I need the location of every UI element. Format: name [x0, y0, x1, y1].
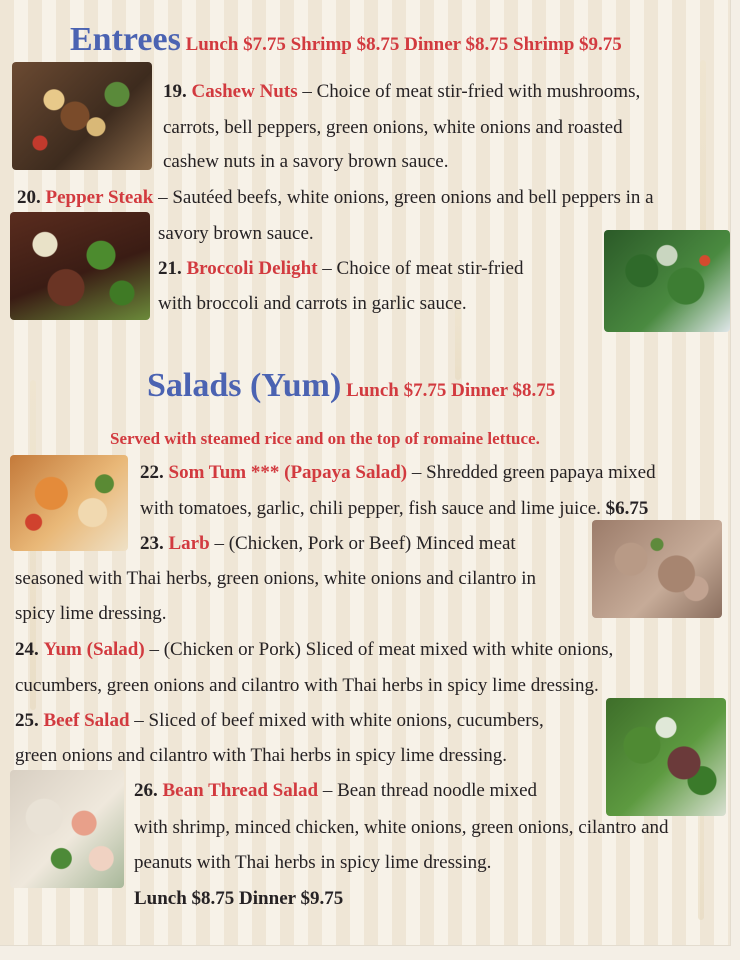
item-description: – Sliced of beef mixed with white onions, cucumbers,: [134, 710, 544, 731]
entrees-header: [70, 20, 622, 65]
item-26-price-line: Lunch $8.75 Dinner $9.75: [134, 888, 344, 909]
item-22-line-2: [140, 497, 648, 521]
item-description: – (Chicken, Pork or Beef) Minced meat: [214, 533, 516, 554]
salads-header: [147, 366, 555, 411]
salads-prices: Lunch $7.75 Dinner $8.75: [346, 380, 556, 401]
item-number: 22.: [140, 462, 164, 483]
item-26-line-2: with shrimp, minced chicken, white onions, green onions, cilantro and: [134, 817, 669, 838]
larb-photo: [592, 520, 722, 618]
som-tum-photo: [10, 455, 128, 551]
item-description: – Shredded green papaya mixed: [411, 462, 656, 483]
item-name: Bean Thread Salad: [162, 780, 319, 801]
item-description: – Choice of meat stir-fried: [322, 258, 524, 279]
item-name: Broccoli Delight: [186, 258, 318, 279]
item-name: Som Tum *** (Papaya Salad): [168, 462, 408, 483]
item-number: 19.: [163, 81, 187, 102]
item-number: 25.: [15, 710, 39, 731]
item-23-line-3: spicy lime dressing.: [15, 603, 167, 624]
bean-thread-salad-photo: [10, 770, 124, 888]
item-name: Cashew Nuts: [191, 81, 298, 102]
item-23-line-1: [140, 532, 516, 556]
item-21-line-2: with broccoli and carrots in garlic sauce.: [158, 293, 467, 314]
item-20-line-1: [17, 186, 654, 210]
item-description: – Choice of meat stir-fried with mushrooms,: [302, 81, 641, 102]
item-25-line-2: green onions and cilantro with Thai herbs in spicy lime dressing.: [15, 745, 507, 766]
broccoli-delight-photo: [604, 230, 730, 332]
item-24-line-1: [15, 638, 613, 662]
item-24-line-2: cucumbers, green onions and cilantro with Thai herbs in spicy lime dressing.: [15, 675, 599, 696]
item-number: 20.: [17, 187, 41, 208]
item-name: Pepper Steak: [45, 187, 154, 208]
item-26-line-1: [134, 779, 537, 803]
salads-note: Served with steamed rice and on the top of romaine lettuce.: [110, 429, 540, 448]
item-19-line-3: cashew nuts in a savory brown sauce.: [163, 151, 449, 172]
pepper-steak-photo: [10, 212, 150, 320]
item-20-line-2: savory brown sauce.: [158, 223, 314, 244]
entrees-prices: Lunch $7.75 Shrimp $8.75 Dinner $8.75 Shrimp $9.75: [185, 34, 622, 55]
entrees-heading: Entrees: [70, 21, 181, 58]
item-number: 21.: [158, 258, 182, 279]
item-number: 24.: [15, 639, 39, 660]
item-19-line-2: carrots, bell peppers, green onions, white onions and roasted: [163, 117, 623, 138]
item-number: 23.: [140, 533, 164, 554]
item-name: Beef Salad: [43, 710, 130, 731]
item-25-line-1: [15, 709, 544, 733]
salads-heading: Salads (Yum): [147, 367, 342, 404]
item-description: – Sautéed beefs, white onions, green onions and bell peppers in a: [158, 187, 654, 208]
item-description: – (Chicken or Pork) Sliced of meat mixed with white onions,: [149, 639, 614, 660]
item-26-line-3: peanuts with Thai herbs in spicy lime dressing.: [134, 852, 492, 873]
item-description: – Bean thread noodle mixed: [322, 780, 538, 801]
item-19-line-1: [163, 80, 640, 104]
item-23-line-2: seasoned with Thai herbs, green onions, white onions and cilantro in: [15, 568, 536, 589]
item-22-line-1: [140, 461, 656, 485]
item-21-line-1: [158, 257, 523, 281]
item-price: $6.75: [605, 498, 649, 519]
item-number: 26.: [134, 780, 158, 801]
item-name: Yum (Salad): [43, 639, 145, 660]
cashew-nuts-photo: [12, 62, 152, 170]
item-description: with tomatoes, garlic, chili pepper, fish sauce and lime juice.: [140, 498, 601, 519]
item-name: Larb: [168, 533, 210, 554]
beef-salad-photo: [606, 698, 726, 816]
